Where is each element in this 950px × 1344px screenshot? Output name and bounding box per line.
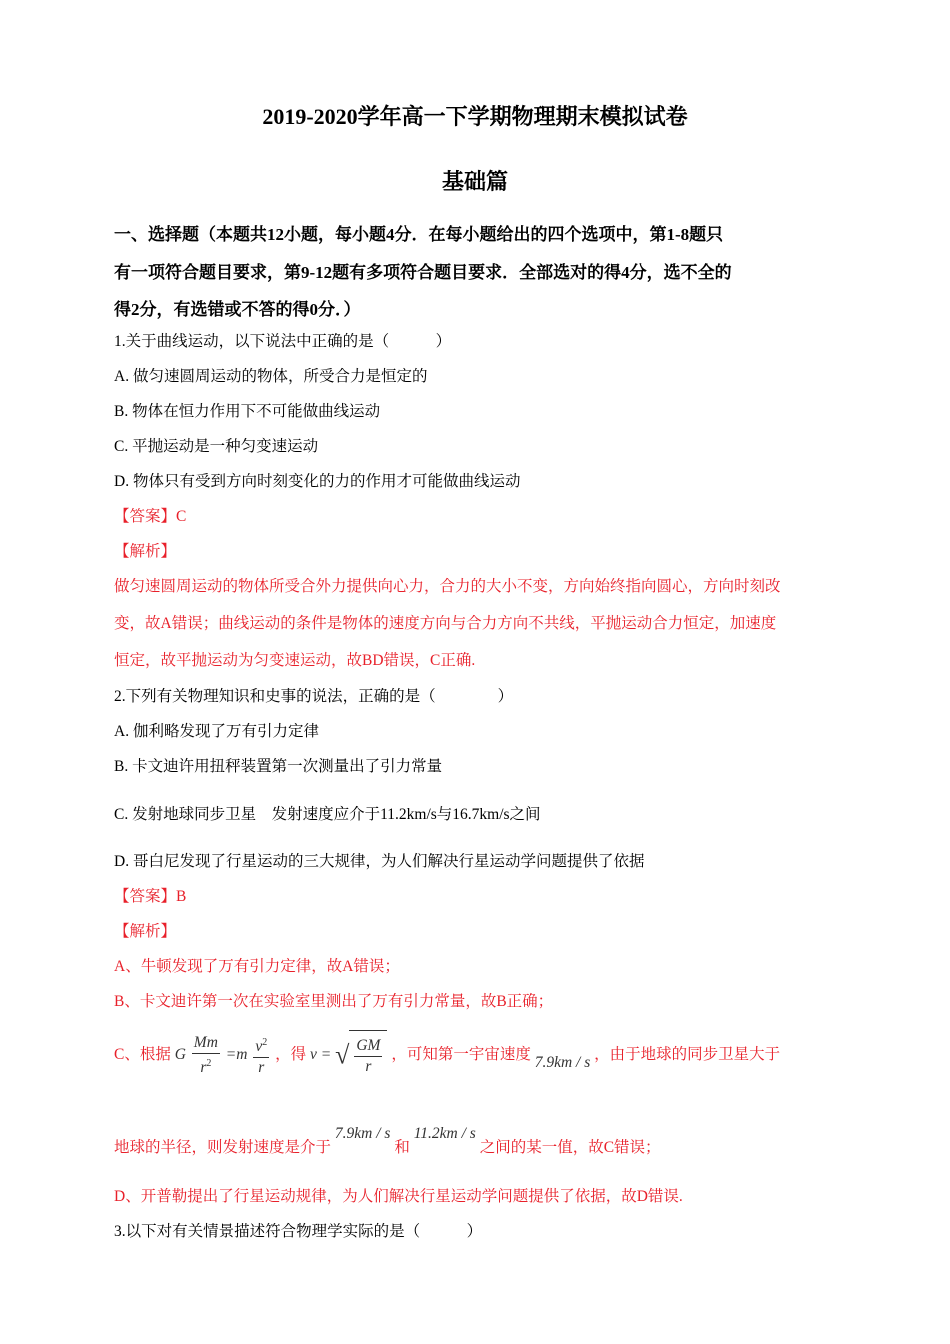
q2-answer: 【答案】B [114,888,187,905]
section-heading-line-2: 有一项符合题目要求，第9-12题有多项符合题目要求．全部选对的得4分，选不全的 [114,263,732,282]
q2-analysis-c2-prefix: 地球的半径，则发射速度是介于 [114,1139,332,1156]
formula-gravity [174,1033,275,1077]
q2-analysis-c-mid2: ，可知第一宇宙速度 [391,1046,531,1064]
q2-analysis-label: 【解析】 [114,923,177,940]
formula-velocity [309,1036,391,1075]
q1-analysis-line-2: 变，故A错误；曲线运动的条件是物体的速度方向与合力方向不共线，平抛运动合力恒定，加速度 [114,615,777,632]
q1-option-b: B. 物体在恒力作用下不可能做曲线运动 [114,403,381,420]
section-heading-line-3: 得2分，有选错或不答的得0分．） [114,300,361,319]
q2-analysis-c-prefix: C、根据 [114,1046,171,1064]
q1-analysis-line-3: 恒定，故平抛运动为匀变速运动，故BD错误，C正确. [114,652,476,669]
formula-g-symbol: G [174,1046,186,1064]
formula-fraction-gm-r [354,1036,382,1077]
q2-analysis-a: A、牛顿发现了万有引力定律，故A错误； [114,958,400,975]
q2-analysis-c-post: ，由于地球的同步卫星大于 [594,1046,781,1064]
formula-numerator-gm: GM [354,1036,382,1057]
q2-option-d: D. 哥白尼发现了行星运动的三大规律，为人们解决行星运动学问题提供了依据 [114,853,645,870]
q2-analysis-c-line-2 [114,1125,661,1168]
q2-option-c: C. 发射地球同步卫星 发射速度应介于11.2km/s与16.7km/s之间 [114,806,541,823]
q1-analysis-label: 【解析】 [114,543,177,560]
formula-denominator-r-b: r [365,1057,372,1075]
q1-answer: 【答案】C [114,508,187,525]
q2-option-b: B. 卡文迪许用扭秤装置第一次测量出了引力常量 [114,758,443,775]
formula-exponent-v: 2 [262,1036,268,1048]
sqrt-icon: √ [335,1040,350,1070]
q2-analysis-c2-and: 和 [394,1139,410,1156]
formula-denominator-r: r [258,1059,265,1077]
formula-fraction-v2-r [253,1033,269,1078]
q2-analysis-c-line-1 [114,1030,780,1080]
formula-equals-m: =m [225,1046,248,1064]
formula-first-cosmic-velocity: 7.9km / s [534,1054,591,1072]
q2-analysis-c-mid1: ，得 [275,1046,307,1064]
section-heading-line-1: 一、选择题（本题共12小题，每小题4分．在每小题给出的四个选项中，第1-8题只 [114,225,724,244]
formula-fraction-mm-r2 [192,1033,220,1078]
q2-stem: 2.下列有关物理知识和史事的说法，正确的是（ ） [114,688,514,705]
q1-option-c: C. 平抛运动是一种匀变速运动 [114,438,319,455]
formula-equals: = [320,1046,332,1064]
q1-stem: 1.关于曲线运动，以下说法中正确的是（ ） [114,333,452,350]
q1-option-a: A. 做匀速圆周运动的物体，所受合力是恒定的 [114,368,428,385]
formula-exponent: 2 [206,1057,212,1069]
formula-denominator-r2 [192,1054,220,1078]
formula-numerator-v2 [253,1033,269,1058]
formula-numerator-mm: Mm [192,1033,220,1054]
page-subtitle: 基础篇 [441,169,508,194]
formula-v: v [255,1038,263,1056]
q2-analysis-d: D、开普勒提出了行星运动规律，为人们解决行星运动学问题提供了依据，故D错误. [114,1188,683,1205]
formula-sqrt-body [349,1030,387,1081]
q3-stem: 3.以下对有关情景描述符合物理学实际的是（ ） [114,1223,483,1240]
formula-velocity-high: 11.2km / s [413,1125,476,1142]
q1-option-d: D. 物体只有受到方向时刻变化的力的作用才可能做曲线运动 [114,473,521,490]
formula-r: r [200,1059,207,1077]
formula-v-symbol: v [309,1046,317,1064]
q1-analysis-line-1: 做匀速圆周运动的物体所受合外力提供向心力，合力的大小不变，方向始终指向圆心，方向时刻改 [114,578,781,595]
q2-option-a: A. 伽利略发现了万有引力定律 [114,723,319,740]
page-title: 2019-2020学年高一下学期物理期末模拟试卷 [262,104,688,129]
q2-analysis-b: B、卡文迪许第一次在实验室里测出了万有引力常量，故B正确； [114,993,554,1010]
formula-velocity-low: 7.9km / s [334,1125,391,1142]
q2-analysis-c2-post: 之间的某一值，故C错误； [479,1139,661,1156]
